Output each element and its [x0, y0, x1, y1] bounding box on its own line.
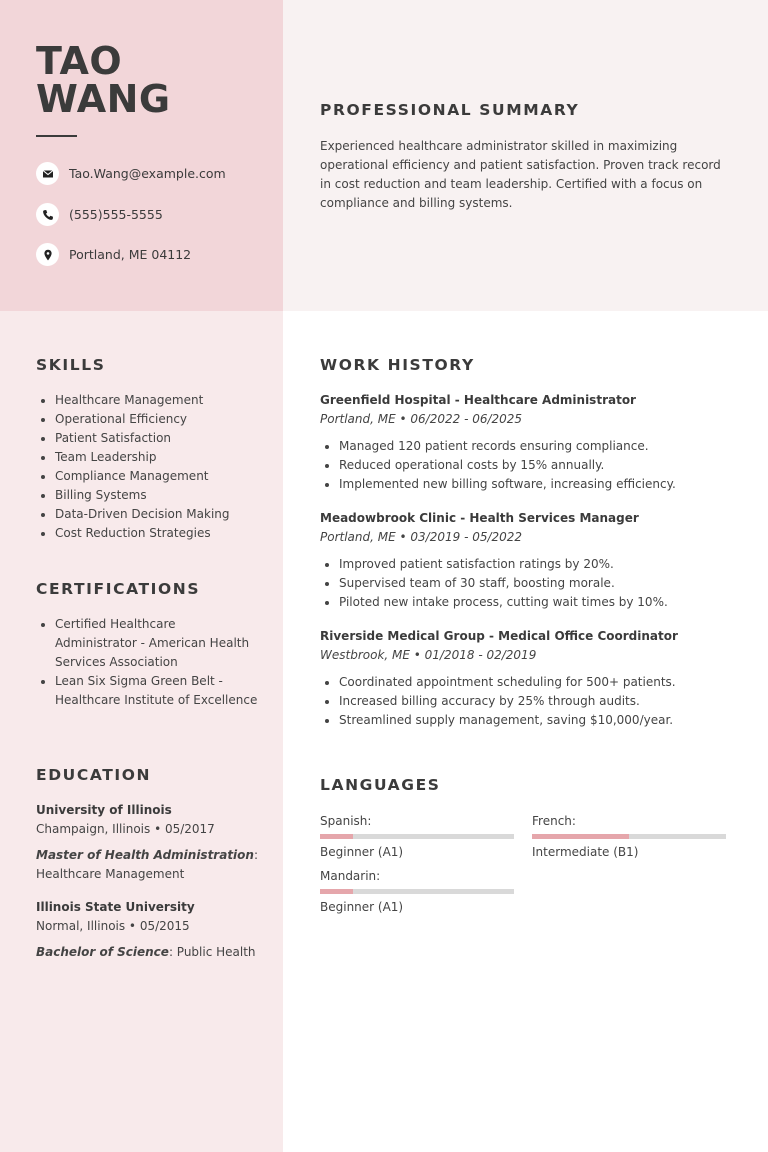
languages-title: LANGUAGES — [320, 776, 441, 794]
proficiency-fill — [320, 889, 353, 894]
email-icon — [36, 162, 59, 185]
list-item: • Increased billing accuracy by 25% through audits. — [339, 692, 740, 711]
email-text: Tao.Wang@example.com — [69, 166, 226, 181]
name-divider — [36, 135, 77, 137]
job-heading: Riverside Medical Group - Medical Office Coordinator — [320, 629, 678, 643]
contact-email[interactable] — [36, 162, 226, 185]
school-name: Illinois State University — [36, 900, 195, 914]
proficiency-fill — [532, 834, 629, 839]
proficiency-track — [320, 834, 514, 839]
language-item — [320, 867, 514, 917]
job-meta: Portland, ME • 03/2019 - 05/2022 — [320, 530, 523, 544]
summary-title: PROFESSIONAL SUMMARY — [320, 101, 580, 119]
language-level: Intermediate (B1) — [532, 845, 639, 859]
list-item: • Coordinated appointment scheduling for 500+ patients. — [339, 673, 740, 692]
proficiency-fill — [320, 834, 353, 839]
job-entry — [320, 509, 740, 612]
proficiency-track — [532, 834, 726, 839]
phone-text: (555)555-5555 — [69, 207, 163, 222]
first-name: TAO — [36, 39, 123, 83]
degree-field: Public Health — [176, 945, 256, 959]
contact-phone[interactable] — [36, 203, 163, 226]
job-bullets — [320, 555, 740, 612]
phone-icon — [36, 203, 59, 226]
list-item: • Patient Satisfaction — [55, 429, 270, 448]
list-item: • Cost Reduction Strategies — [55, 524, 270, 543]
list-item: • Data-Driven Decision Making — [55, 505, 270, 524]
school-location-date: Champaign, Illinois • 05/2017 — [36, 822, 215, 836]
degree-title: Master of Health Administration — [36, 848, 254, 862]
list-item: • Improved patient satisfaction ratings by 20%. — [339, 555, 740, 574]
job-bullets — [320, 437, 740, 494]
skills-list — [36, 391, 270, 543]
list-item: • Piloted new intake process, cutting wait times by 10%. — [339, 593, 740, 612]
degree-title: Bachelor of Science — [36, 945, 169, 959]
list-item: • Healthcare Management — [55, 391, 270, 410]
list-item: • Managed 120 patient records ensuring compliance. — [339, 437, 740, 456]
school-name: University of Illinois — [36, 803, 172, 817]
proficiency-track — [320, 889, 514, 894]
list-item: • Certified Healthcare Administrator - American Health Services Association — [55, 615, 260, 672]
language-level: Beginner (A1) — [320, 900, 404, 914]
education-entry — [36, 801, 258, 884]
summary-text: Experienced healthcare administrator skilled in maximizing operational efficiency and patient satisfaction. Proven track record in cost reduction and team leadership. Certified with a focus on compliance and billing systems. — [320, 139, 721, 210]
certifications-list — [36, 615, 260, 710]
last-name: WANG — [36, 77, 171, 121]
list-item: • Streamlined supply management, saving $10,000/year. — [339, 711, 740, 730]
degree-line: Master of Health Administration: — [36, 848, 259, 862]
education-entry — [36, 898, 256, 962]
language-item — [320, 812, 514, 862]
job-heading: Greenfield Hospital - Healthcare Administrator — [320, 393, 636, 407]
list-item: • Billing Systems — [55, 486, 270, 505]
list-item: • Lean Six Sigma Green Belt - Healthcare Institute of Excellence — [55, 672, 260, 710]
list-item: • Operational Efficiency — [55, 410, 270, 429]
language-name: Spanish: — [320, 814, 372, 828]
job-meta: Westbrook, ME • 01/2018 - 02/2019 — [320, 648, 537, 662]
degree-field: Healthcare Management — [36, 867, 185, 881]
language-name: French: — [532, 814, 576, 828]
skills-title: SKILLS — [36, 356, 106, 374]
job-heading: Meadowbrook Clinic - Health Services Manager — [320, 511, 639, 525]
list-item: • Team Leadership — [55, 448, 270, 467]
location-pin-icon — [36, 243, 59, 266]
list-item: • Supervised team of 30 staff, boosting morale. — [339, 574, 740, 593]
language-level: Beginner (A1) — [320, 845, 404, 859]
job-bullets — [320, 673, 740, 730]
candidate-name — [36, 39, 171, 121]
school-location-date: Normal, Illinois • 05/2015 — [36, 919, 190, 933]
job-entry — [320, 391, 740, 494]
location-text: Portland, ME 04112 — [69, 247, 192, 262]
work-history-title: WORK HISTORY — [320, 356, 475, 374]
language-name: Mandarin: — [320, 869, 381, 883]
job-meta: Portland, ME • 06/2022 - 06/2025 — [320, 412, 523, 426]
language-item — [532, 812, 726, 862]
list-item: • Implemented new billing software, increasing efficiency. — [339, 475, 740, 494]
education-title: EDUCATION — [36, 766, 152, 784]
contact-location — [36, 243, 191, 266]
degree-line: Bachelor of Science: Public Health — [36, 945, 256, 959]
list-item: • Reduced operational costs by 15% annually. — [339, 456, 740, 475]
certifications-title: CERTIFICATIONS — [36, 580, 201, 598]
job-entry — [320, 627, 740, 730]
list-item: • Compliance Management — [55, 467, 270, 486]
